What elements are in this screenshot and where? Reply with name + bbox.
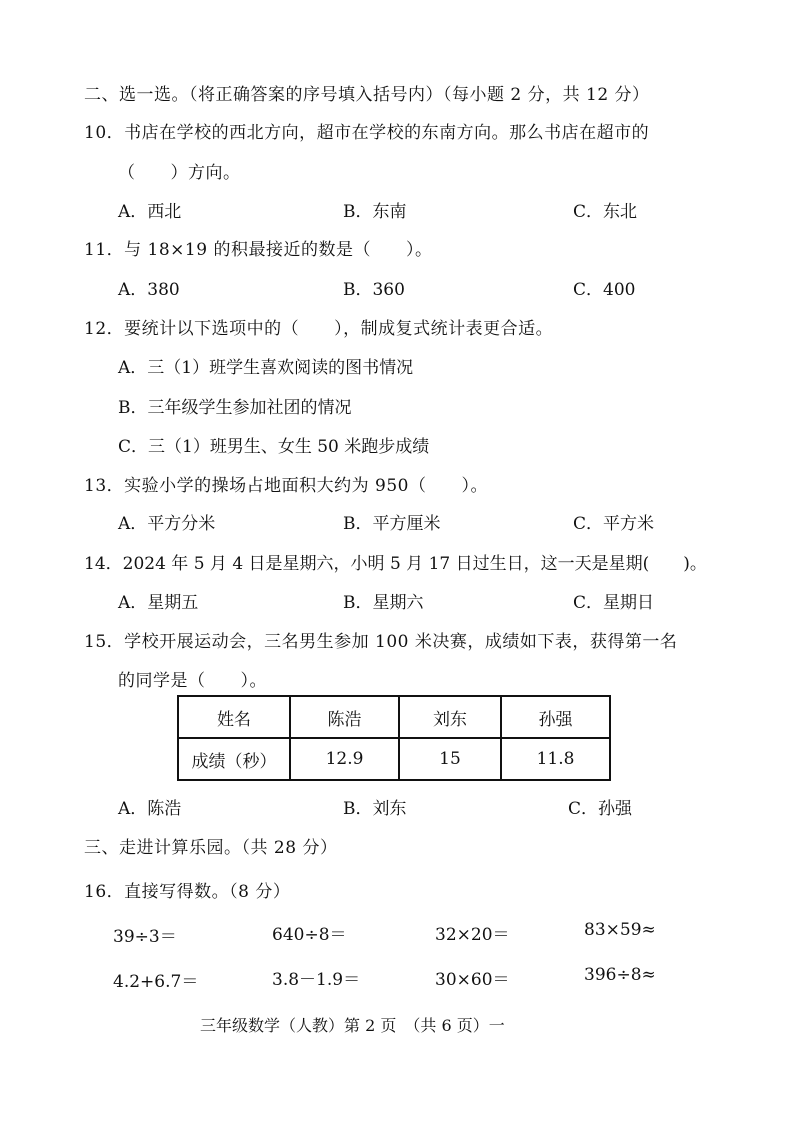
q13-option-c[interactable]: C．平方米 — [573, 514, 655, 534]
table-cell: 陈浩 — [290, 696, 399, 738]
q10-option-a[interactable]: A．西北 — [118, 202, 182, 222]
table-cell: 成绩（秒） — [178, 738, 290, 780]
table-cell: 11.8 — [501, 738, 610, 780]
section2-header: 二、选一选。（将正确答案的序号填入括号内）（每小题 2 分，共 12 分） — [84, 85, 650, 105]
calc-item: 3.8－1.9＝ — [272, 970, 361, 990]
table-cell: 15 — [399, 738, 501, 780]
q14-text: 14．2024 年 5 月 4 日是星期六，小明 5 月 17 日过生日，这一天是星期( )。 — [84, 554, 707, 574]
table-cell: 12.9 — [290, 738, 399, 780]
q12-option-c[interactable]: C．三（1）班男生、女生 50 米跑步成绩 — [118, 437, 430, 457]
section3-header: 三、走进计算乐园。（共 28 分） — [84, 838, 338, 858]
q15-option-b[interactable]: B．刘东 — [343, 799, 407, 819]
q14-option-a[interactable]: A．星期五 — [118, 593, 199, 613]
calc-item: 39÷3＝ — [113, 927, 177, 947]
q13-option-b[interactable]: B．平方厘米 — [343, 514, 441, 534]
calc-item: 30×60＝ — [435, 970, 510, 990]
q10-option-b[interactable]: B．东南 — [343, 202, 407, 222]
q14-option-c[interactable]: C．星期日 — [573, 593, 655, 613]
q10-option-c[interactable]: C．东北 — [573, 202, 638, 222]
q10-text-line1: 10．书店在学校的西北方向，超市在学校的东南方向。那么书店在超市的 — [84, 123, 650, 143]
q14-option-b[interactable]: B．星期六 — [343, 593, 424, 613]
table-header-row — [178, 696, 610, 738]
table-cell: 刘东 — [399, 696, 501, 738]
calc-item: 83×59≈ — [584, 920, 656, 940]
calc-item: 640÷8＝ — [272, 925, 347, 945]
q10-text-line2: （ ）方向。 — [118, 163, 241, 183]
q11-option-a[interactable]: A．380 — [118, 280, 180, 300]
table-cell: 姓名 — [178, 696, 290, 738]
q15-option-c[interactable]: C．孙强 — [568, 799, 633, 819]
q12-text: 12．要统计以下选项中的（ ），制成复式统计表更合适。 — [84, 319, 554, 339]
q15-text-line2: 的同学是（ ）。 — [118, 671, 267, 691]
q11-option-b[interactable]: B．360 — [343, 280, 405, 300]
race-results-table — [177, 695, 611, 781]
q15-option-a[interactable]: A．陈浩 — [118, 799, 182, 819]
q15-text-line1: 15．学校开展运动会，三名男生参加 100 米决赛，成绩如下表，获得第一名 — [84, 632, 678, 652]
calc-item: 4.2+6.7＝ — [113, 972, 199, 992]
q16-text: 16．直接写得数。（8 分） — [84, 882, 291, 902]
calc-item: 396÷8≈ — [584, 965, 656, 985]
q12-option-a[interactable]: A．三（1）班学生喜欢阅读的图书情况 — [118, 358, 414, 378]
q13-option-a[interactable]: A．平方分米 — [118, 514, 216, 534]
table-row — [178, 738, 610, 780]
q13-text: 13．实验小学的操场占地面积大约为 950（ ）。 — [84, 476, 488, 496]
page-footer: 三年级数学（人教）第 2 页 （共 6 页）一 — [200, 1016, 505, 1035]
q11-option-c[interactable]: C．400 — [573, 280, 636, 300]
table-cell: 孙强 — [501, 696, 610, 738]
calc-item: 32×20＝ — [435, 925, 510, 945]
q11-text: 11．与 18×19 的积最接近的数是（ ）。 — [84, 240, 433, 260]
q12-option-b[interactable]: B．三年级学生参加社团的情况 — [118, 398, 352, 418]
